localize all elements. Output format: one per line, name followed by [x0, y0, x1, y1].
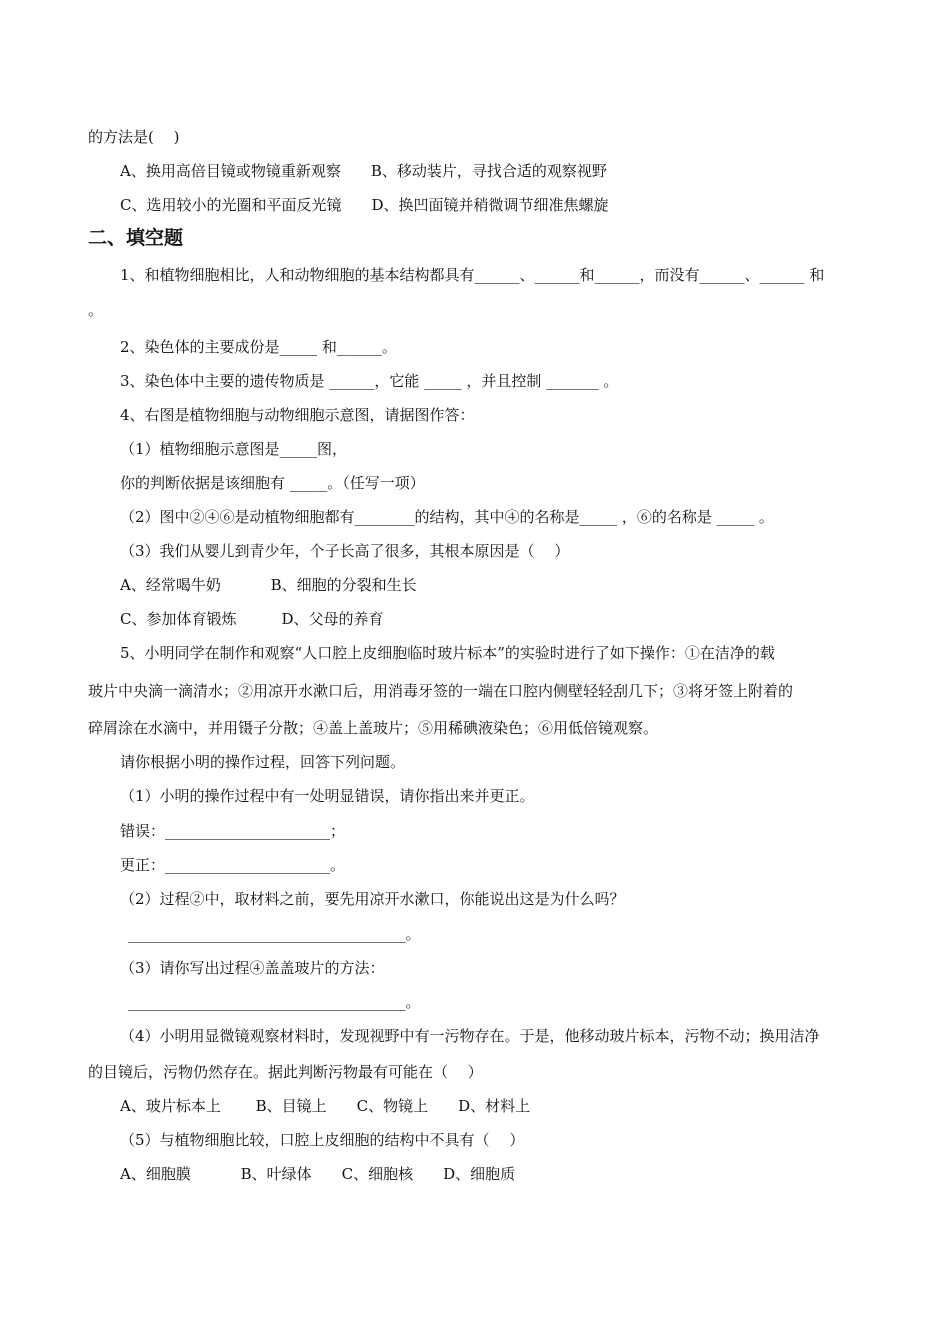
question-4-part-1: （1）植物细胞示意图是_____图，: [120, 440, 348, 458]
question-5-part-4: （4）小明用显微镜观察材料时，发现视野中有一污物存在。于是，他移动玻片标本，污物不动；换用洁净: [120, 1027, 820, 1045]
question-5-continuation: 玻片中央滴一滴清水；②用凉开水漱口后，用消毒牙签的一端在口腔内侧壁轻轻刮几下；③将牙签上附着的: [88, 682, 794, 700]
question-2: 2、染色体的主要成份是_____ 和______。: [120, 338, 397, 356]
correction-answer-line: 更正：______________________。: [120, 856, 346, 874]
question-3: 3、染色体中主要的遗传物质是 ______，它能 _____ ，并且控制 _______ 。: [120, 372, 619, 390]
option-row: A、经常喝牛奶 B、细胞的分裂和生长: [120, 576, 417, 594]
section-heading: 二、填空题: [88, 227, 184, 249]
question-4-part-3: （3）我们从婴儿到青少年，个子长高了很多，其根本原因是（ ）: [120, 542, 570, 560]
question-5-part-1: （1）小明的操作过程中有一处明显错误，请你指出来并更正。: [120, 787, 535, 805]
option-row: A、换用高倍目镜或物镜重新观察 B、移动装片，寻找合适的观察视野: [120, 162, 607, 180]
question-5: 5、小明同学在制作和观察“人口腔上皮细胞临时玻片标本”的实验时进行了如下操作：①在洁净的载: [120, 644, 775, 662]
answer-line: _____________________________________。: [128, 993, 421, 1011]
question-4: 4、右图是植物细胞与动物细胞示意图，请据图作答：: [120, 406, 475, 424]
question-5-part-5: （5）与植物细胞比较，口腔上皮细胞的结构中不具有（ ）: [120, 1131, 525, 1149]
question-stem-continuation: 的方法是( ): [88, 128, 180, 146]
option-row: A、玻片标本上 B、目镜上 C、物镜上 D、材料上: [120, 1097, 531, 1115]
option-row: C、选用较小的光圈和平面反光镜 D、换凹面镜并稍微调节细准焦螺旋: [120, 196, 609, 214]
question-5-part-4-continuation: 的目镜后，污物仍然存在。据此判断污物最有可能在（ ）: [88, 1063, 483, 1081]
question-5-part-3: （3）请你写出过程④盖盖玻片的方法：: [120, 959, 385, 977]
option-row: C、参加体育锻炼 D、父母的养育: [120, 610, 384, 628]
answer-line: _____________________________________。: [128, 925, 421, 943]
question-4-part-1-continuation: 你的判断依据是该细胞有 _____。（任写一项）: [120, 474, 425, 492]
question-5-part-2: （2）过程②中，取材料之前，要先用凉开水漱口，你能说出这是为什么吗？: [120, 890, 625, 908]
question-5-instruction: 请你根据小明的操作过程，回答下列问题。: [120, 753, 406, 771]
question-5-continuation: 碎屑涂在水滴中，并用镊子分散；④盖上盖玻片；⑤用稀碘液染色；⑥用低倍镜观察。: [88, 719, 659, 737]
question-1-continuation: 。: [88, 301, 104, 319]
error-answer-line: 错误：______________________；: [120, 822, 346, 840]
question-4-part-2: （2）图中②④⑥是动植物细胞都有________的结构，其中④的名称是_____ ，⑥的名称是 _____ 。: [120, 508, 774, 526]
option-row: A、细胞膜 B、叶绿体 C、细胞核 D、细胞质: [120, 1165, 516, 1183]
question-1: 1、和植物细胞相比，人和动物细胞的基本结构都具有______、______和______，而没有______、______ 和: [120, 266, 825, 284]
